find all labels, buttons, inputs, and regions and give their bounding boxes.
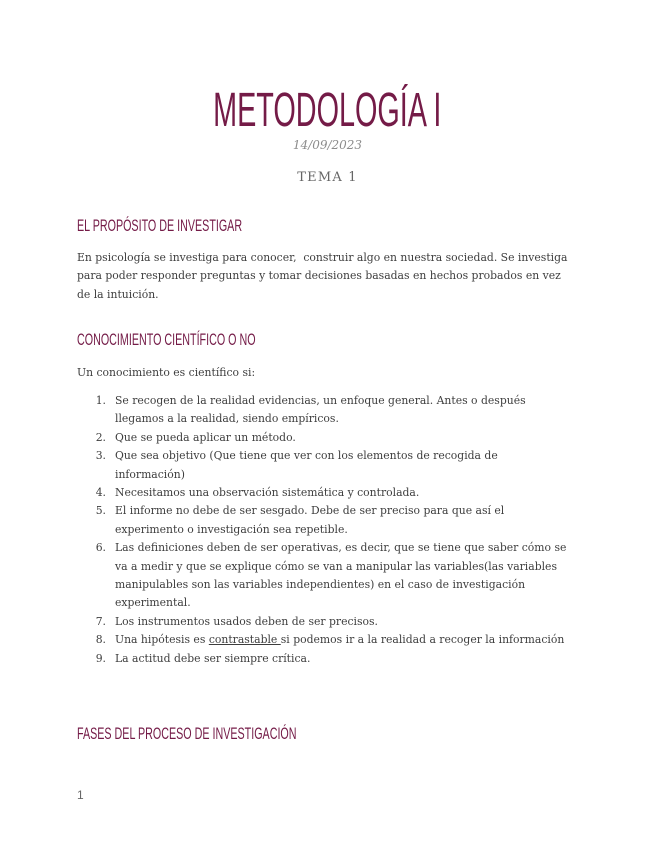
list-item	[77, 539, 566, 613]
text-line: Que se pueda aplicar un método.	[115, 430, 296, 444]
list-item	[77, 502, 566, 539]
section-heading-fases	[77, 724, 415, 744]
section-heading-text: CONOCIMIENTO CIENTÍFICO O NO	[77, 331, 256, 349]
list-item-number: 5.	[95, 504, 106, 518]
text-line: Las definiciones deben de ser operativas, es decir, que se tiene que saber cómo se	[115, 541, 567, 555]
text-segment: si podemos ir a la realidad a recoger la información	[280, 633, 565, 647]
text-line	[115, 631, 566, 649]
text-line: experimental.	[115, 596, 191, 610]
document-subtitle: TEMA 1	[297, 170, 358, 185]
list-item	[77, 613, 566, 631]
text-line: Se recogen de la realidad evidencias, un enfoque general. Antes o después	[115, 394, 526, 407]
list-item	[77, 631, 566, 649]
text-line: llegamos a la realidad, siendo empíricos.	[115, 412, 339, 426]
text-line: Un conocimiento es científico si:	[77, 366, 256, 379]
text-line: En psicología se investiga para conocer, construir algo en nuestra sociedad. Se investiga	[77, 251, 568, 264]
text-line: Que sea objetivo (Que tiene que ver con los elementos de recogida de	[115, 449, 498, 463]
underlined-term: contrastable	[208, 633, 281, 647]
list-item	[77, 484, 566, 502]
text-line: para poder responder preguntas y tomar decisiones basadas en hechos probados en vez	[77, 269, 561, 283]
section-paragraph	[77, 249, 567, 304]
section-heading-proposito	[77, 216, 331, 236]
list-item-text	[115, 484, 566, 502]
document-title: METODOLOGÍA I	[213, 84, 442, 137]
text-line: va a medir y que se explique cómo se van a manipular las variables(las variables	[115, 559, 557, 573]
list-item-text	[115, 447, 566, 484]
list-item-number: 9.	[95, 651, 106, 665]
text-line: Necesitamos una observación sistemática y controlada.	[115, 486, 420, 500]
text-line: información)	[115, 467, 185, 481]
list-item	[77, 429, 566, 447]
list-item-number: 3.	[95, 449, 106, 463]
section-heading-text: FASES DEL PROCESO DE INVESTIGACIÓN	[77, 725, 297, 743]
text-line: manipulables son las variables independientes) en el caso de investigación	[115, 578, 526, 592]
list-item-number: 4.	[95, 486, 106, 500]
list-intro	[77, 364, 255, 382]
document-date: 14/09/2023	[292, 138, 363, 152]
document-title-block	[0, 83, 655, 139]
list-item-text	[115, 613, 566, 631]
list-item-number: 6.	[95, 541, 106, 555]
list-item	[77, 447, 566, 484]
list-item-text	[115, 392, 566, 429]
text-segment: Una hipótesis es	[115, 633, 209, 647]
text-line: experimento o investigación sea repetible.	[115, 522, 348, 536]
text-line: de la intuición.	[77, 287, 159, 301]
list-item-number: 8.	[95, 633, 106, 647]
list-item-text	[115, 631, 566, 649]
list-item-text	[115, 502, 566, 539]
section-heading-text: EL PROPÓSITO DE INVESTIGAR	[77, 217, 243, 235]
list-item	[77, 650, 566, 668]
list-item-number: 2.	[95, 430, 106, 444]
page-number: 1	[77, 788, 84, 802]
text-line: La actitud debe ser siempre crítica.	[115, 651, 311, 665]
list-item-number: 1.	[95, 394, 106, 407]
list-item	[77, 392, 566, 429]
criteria-list	[77, 392, 566, 668]
text-line: El informe no debe de ser sesgado. Debe de ser preciso para que así el	[115, 504, 505, 518]
text-line: Los instrumentos usados deben de ser precisos.	[115, 614, 378, 628]
section-heading-conocimiento	[77, 330, 352, 350]
list-item-number: 7.	[95, 614, 106, 628]
list-item-text	[115, 429, 566, 447]
list-item-text	[115, 650, 566, 668]
list-item-text	[115, 539, 566, 613]
